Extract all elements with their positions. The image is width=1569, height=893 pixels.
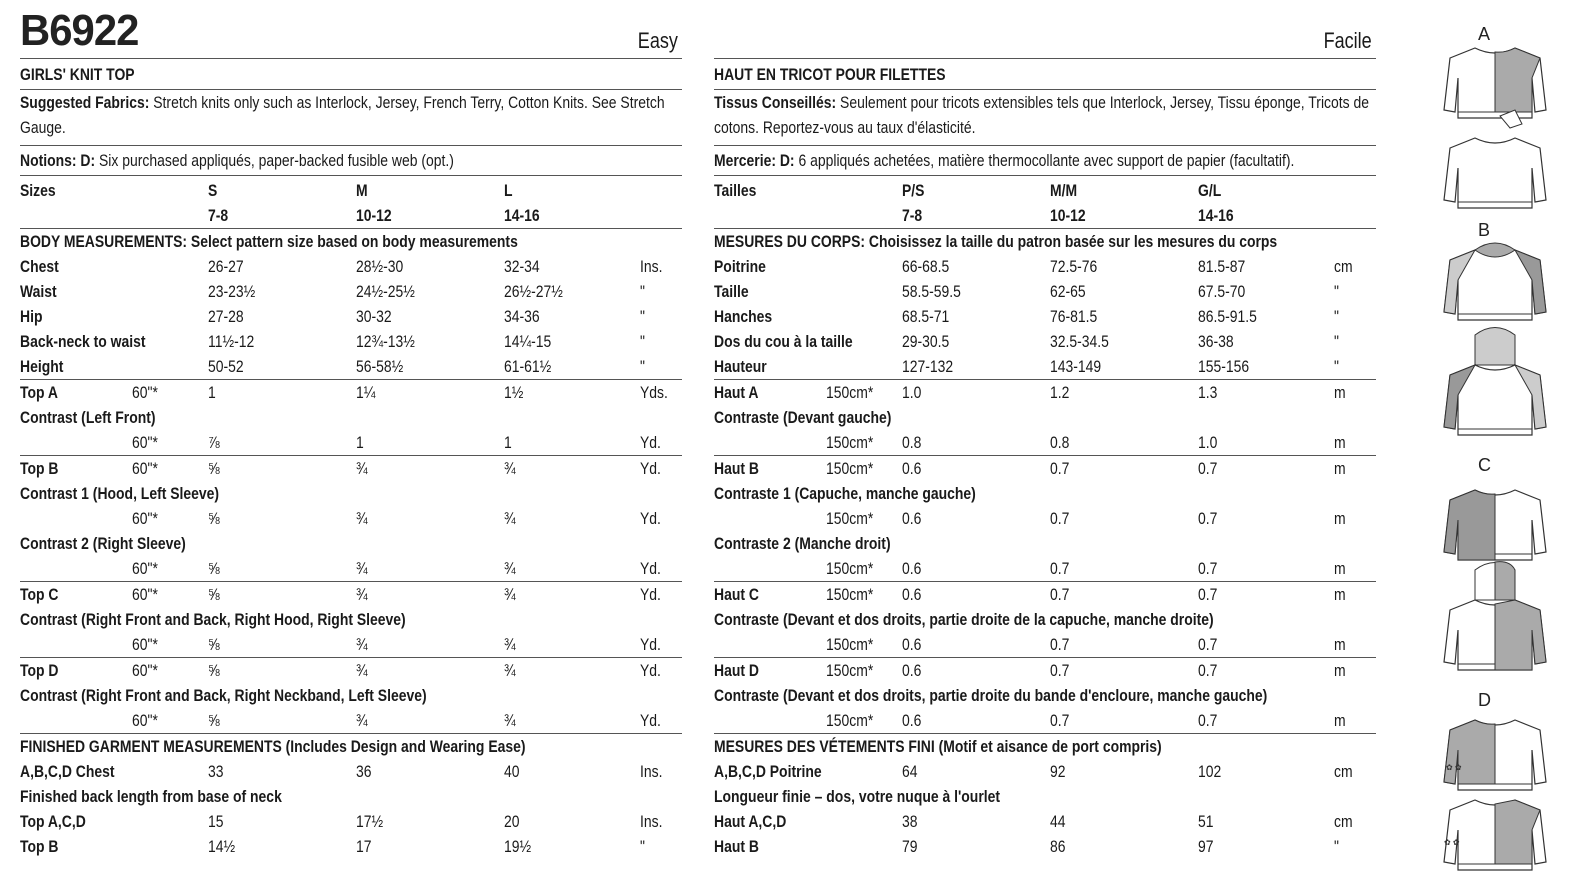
- table-row: A,B,C,D Poitrine 64 92 102 cm: [714, 762, 1353, 781]
- cell-unit: Ins.: [640, 812, 663, 831]
- table-row: [20, 405, 682, 430]
- cell-value: 27-28: [208, 307, 244, 326]
- notions-en: Notions: D: Six purchased appliqués, paper-backed fusible web (opt.): [20, 146, 682, 176]
- fabric-width: 150cm*: [826, 383, 874, 402]
- cell-value: 19½: [504, 837, 532, 856]
- row-label: Poitrine: [714, 257, 766, 276]
- cell-value: ¾: [356, 509, 368, 528]
- table-row: [714, 456, 1376, 481]
- cell-value: ⅝: [208, 559, 220, 578]
- finished-heading-en: FINISHED GARMENT MEASUREMENTS (Includes Design and Wearing Ease): [20, 737, 526, 756]
- contrast-label: Contraste 1 (Capuche, manche gauche): [714, 484, 976, 503]
- table-row: [714, 632, 1376, 658]
- cell-unit: ": [1334, 307, 1339, 326]
- contrast-label: Contraste 2 (Manche droit): [714, 534, 891, 553]
- cell-value: 29-30.5: [902, 332, 950, 351]
- fabrics-fr: Tissus Conseillés: Seulement pour tricots extensibles tels que Interlock, Jersey, Tissu éponge, Tricots de cotons. Reportez-vous au taux d'élasticité.: [714, 90, 1376, 146]
- cell-value: 0.7: [1198, 711, 1218, 730]
- title-fr: HAUT EN TRICOT POUR FILETTES: [714, 59, 1376, 90]
- cell-value: 0.7: [1050, 509, 1070, 528]
- table-row: [714, 834, 1376, 859]
- table-row: [20, 708, 682, 734]
- table-row: [20, 683, 682, 708]
- cell-value: 67.5-70: [1198, 282, 1246, 301]
- view-sketches: [1440, 0, 1550, 893]
- table-row: [20, 531, 682, 556]
- back-length-label-en: Finished back length from base of neck: [20, 787, 282, 806]
- cell-value: 28½-30: [356, 257, 404, 276]
- finished-heading-fr: MESURES DES VÉTEMENTS FINI (Motif et aisance de port compris): [714, 737, 1162, 756]
- contrast-label: Contraste (Devant et dos droits, partie droite du bande d'encloure, manche gauche): [714, 686, 1268, 705]
- cell-unit: Yd.: [640, 559, 661, 578]
- cell-value: ¾: [504, 585, 516, 604]
- table-row: [714, 506, 1376, 531]
- row-label: Haut B: [714, 459, 759, 478]
- cell-value: ¾: [356, 585, 368, 604]
- cell-value: 76-81.5: [1050, 307, 1098, 326]
- table-row: [714, 304, 1376, 329]
- cell-value: 0.6: [902, 585, 922, 604]
- cell-unit: ": [1334, 282, 1339, 301]
- cell-value: ¾: [504, 635, 516, 654]
- cell-value: 1¼: [356, 383, 376, 402]
- table-row: [714, 809, 1376, 834]
- fabrics-en: Suggested Fabrics: Stretch knits only such as Interlock, Jersey, French Terry, Cotton Knits. See Stretch Gauge.: [20, 90, 682, 146]
- cell-value: 66-68.5: [902, 257, 950, 276]
- cell-value: 143-149: [1050, 357, 1102, 376]
- fabric-width: 60"*: [132, 559, 158, 578]
- row-label: Top D: [20, 661, 59, 680]
- view-b-sketches: [1444, 243, 1546, 435]
- cell-value: 127-132: [902, 357, 954, 376]
- cell-unit: Yd.: [640, 433, 661, 452]
- table-row: [714, 658, 1376, 683]
- cell-value: 0.7: [1198, 459, 1218, 478]
- cell-value: 0.7: [1050, 559, 1070, 578]
- difficulty-fr: Facile: [1323, 28, 1372, 53]
- cell-value: 79: [902, 837, 918, 856]
- cell-value: ¾: [504, 661, 516, 680]
- table-row: [714, 683, 1376, 708]
- cell-unit: m: [1334, 711, 1346, 730]
- cell-value: 0.6: [902, 509, 922, 528]
- cell-value: 1.0: [902, 383, 922, 402]
- table-row: [20, 632, 682, 658]
- cell-unit: Yd.: [640, 711, 661, 730]
- table-row: [714, 582, 1376, 607]
- cell-value: 11½-12: [208, 332, 255, 351]
- row-label: Height: [20, 357, 64, 376]
- cell-unit: Yds.: [640, 383, 668, 402]
- french-panel: [714, 0, 1376, 859]
- cell-value: 26½-27½: [504, 282, 563, 301]
- cell-value: ⅝: [208, 635, 220, 654]
- cell-unit: Ins.: [640, 257, 663, 276]
- cell-value: ¾: [504, 559, 516, 578]
- sizes-row-en: Sizes S M L: [20, 181, 513, 200]
- view-label-d: D: [1478, 690, 1491, 710]
- cell-value: 56-58½: [356, 357, 404, 376]
- table-row: [20, 380, 682, 405]
- cell-unit: ": [640, 307, 645, 326]
- contrast-label: Contrast (Left Front): [20, 408, 156, 427]
- cell-unit: m: [1334, 559, 1346, 578]
- body-table-en: [20, 254, 682, 380]
- fabric-width: 60"*: [132, 383, 158, 402]
- cell-value: 0.6: [902, 459, 922, 478]
- contrast-label: Contraste (Devant gauche): [714, 408, 892, 427]
- difficulty-en: Easy: [637, 28, 678, 53]
- row-label: Top B: [20, 459, 59, 478]
- table-row: [20, 506, 682, 531]
- cell-value: 36-38: [1198, 332, 1234, 351]
- contrast-label: Contrast (Right Front and Back, Right Hood, Right Sleeve): [20, 610, 406, 629]
- fabric-width: 150cm*: [826, 459, 874, 478]
- cell-value: 20: [504, 812, 520, 831]
- cell-unit: ": [640, 837, 645, 856]
- view-label-b: B: [1478, 220, 1491, 240]
- back-length-label-fr: Longueur finie – dos, votre nuque à l'ourlet: [714, 787, 1001, 806]
- row-label: Haut A: [714, 383, 759, 402]
- cell-value: ⅝: [208, 459, 220, 478]
- cell-unit: m: [1334, 661, 1346, 680]
- cell-value: 24½-25½: [356, 282, 415, 301]
- view-c-sketches: [1444, 490, 1546, 670]
- cell-value: 0.7: [1198, 635, 1218, 654]
- fabric-width: 150cm*: [826, 661, 874, 680]
- table-row: [714, 279, 1376, 304]
- cell-value: ⅝: [208, 509, 220, 528]
- cell-value: 0.7: [1050, 661, 1070, 680]
- cell-value: 17: [356, 837, 372, 856]
- cell-unit: m: [1334, 509, 1346, 528]
- header-fr: [714, 0, 1376, 59]
- cell-unit: Yd.: [640, 509, 661, 528]
- english-panel: [20, 0, 682, 859]
- cell-value: 72.5-76: [1050, 257, 1098, 276]
- table-row: [714, 405, 1376, 430]
- cell-value: 17½: [356, 812, 384, 831]
- body-heading-fr: MESURES DU CORPS: Choisissez la taille du patron basée sur les mesures du corps: [714, 232, 1278, 251]
- cell-value: 0.7: [1050, 711, 1070, 730]
- cell-unit: ": [640, 282, 645, 301]
- cell-unit: m: [1334, 635, 1346, 654]
- cell-value: ⅝: [208, 585, 220, 604]
- size-ranges-row-fr: 7-8 10-12 14-16: [714, 203, 1376, 229]
- cell-value: 32.5-34.5: [1050, 332, 1109, 351]
- cell-value: 81.5-87: [1198, 257, 1246, 276]
- view-label-c: C: [1478, 455, 1491, 475]
- fabric-width: 150cm*: [826, 559, 874, 578]
- fabric-width: 60"*: [132, 711, 158, 730]
- table-row: [714, 708, 1376, 734]
- cell-value: 0.6: [902, 711, 922, 730]
- table-row: [20, 607, 682, 632]
- cell-value: 0.8: [1050, 433, 1070, 452]
- contrast-label: Contraste (Devant et dos droits, partie droite de la capuche, manche droite): [714, 610, 1214, 629]
- table-row: [714, 354, 1376, 380]
- row-label: Back-neck to waist: [20, 332, 146, 351]
- cell-value: 1.0: [1198, 433, 1218, 452]
- fabric-width: 150cm*: [826, 433, 874, 452]
- table-row: [20, 556, 682, 582]
- contrast-label: Contrast (Right Front and Back, Right Neckband, Left Sleeve): [20, 686, 427, 705]
- cell-value: 51: [1198, 812, 1214, 831]
- table-row: [20, 430, 682, 456]
- cell-unit: m: [1334, 459, 1346, 478]
- cell-value: 1: [504, 433, 512, 452]
- table-row: [714, 607, 1376, 632]
- cell-value: 15: [208, 812, 224, 831]
- row-label: Hip: [20, 307, 43, 326]
- fabric-width: 60"*: [132, 585, 158, 604]
- cell-value: 14¼-15: [504, 332, 552, 351]
- cell-value: 58.5-59.5: [902, 282, 961, 301]
- cell-value: 32-34: [504, 257, 540, 276]
- cell-unit: Yd.: [640, 635, 661, 654]
- back-length-table-en: [20, 809, 682, 859]
- cell-value: 0.6: [902, 559, 922, 578]
- table-row: A,B,C,D Chest 33 36 40 Ins.: [20, 762, 663, 781]
- table-row: [20, 304, 682, 329]
- table-row: [20, 456, 682, 481]
- cell-value: 0.7: [1050, 585, 1070, 604]
- cell-value: ⅝: [208, 661, 220, 680]
- table-row: [20, 658, 682, 683]
- body-heading-en: BODY MEASUREMENTS: Select pattern size based on body measurements: [20, 232, 518, 251]
- cell-value: 30-32: [356, 307, 392, 326]
- row-label: Dos du cou à la taille: [714, 332, 853, 351]
- cell-value: 0.7: [1050, 459, 1070, 478]
- table-row: [714, 430, 1376, 456]
- cell-value: 14½: [208, 837, 236, 856]
- contrast-label: Contrast 1 (Hood, Left Sleeve): [20, 484, 220, 503]
- cell-value: 86: [1050, 837, 1066, 856]
- table-row: [20, 254, 682, 279]
- cell-value: 1½: [504, 383, 524, 402]
- row-label: Top A,C,D: [20, 812, 86, 831]
- cell-unit: Yd.: [640, 585, 661, 604]
- yardage-table-fr: [714, 380, 1376, 734]
- cell-value: 0.7: [1198, 559, 1218, 578]
- cell-unit: Yd.: [640, 459, 661, 478]
- cell-value: ¾: [356, 661, 368, 680]
- pattern-code: B6922: [20, 6, 139, 55]
- fabric-width: 150cm*: [826, 509, 874, 528]
- view-label-a: A: [1478, 24, 1491, 44]
- cell-value: ¾: [356, 559, 368, 578]
- table-row: [20, 834, 682, 859]
- fabric-width: 60"*: [132, 635, 158, 654]
- table-row: [714, 380, 1376, 405]
- cell-unit: Yd.: [640, 661, 661, 680]
- table-row: [20, 354, 682, 380]
- view-a-sketches: [1444, 48, 1546, 208]
- table-row: [714, 531, 1376, 556]
- svg-text:✿ ✿: ✿ ✿: [1446, 763, 1462, 772]
- yardage-table-en: [20, 380, 682, 734]
- cell-value: ¾: [356, 711, 368, 730]
- fabric-width: 150cm*: [826, 635, 874, 654]
- cell-value: 0.7: [1198, 661, 1218, 680]
- cell-value: 1: [208, 383, 216, 402]
- table-row: [714, 481, 1376, 506]
- table-row: [20, 279, 682, 304]
- contrast-label: Contrast 2 (Right Sleeve): [20, 534, 186, 553]
- row-label: Haut D: [714, 661, 759, 680]
- cell-value: 23-23½: [208, 282, 256, 301]
- cell-unit: m: [1334, 433, 1346, 452]
- cell-value: 44: [1050, 812, 1066, 831]
- fabric-width: 60"*: [132, 509, 158, 528]
- cell-unit: cm: [1334, 812, 1353, 831]
- cell-value: 0.7: [1198, 509, 1218, 528]
- fabric-width: 60"*: [132, 459, 158, 478]
- cell-value: 0.6: [902, 661, 922, 680]
- row-label: Hanches: [714, 307, 773, 326]
- cell-value: ⅝: [208, 711, 220, 730]
- table-row: [20, 329, 682, 354]
- cell-unit: cm: [1334, 257, 1353, 276]
- title-en: GIRLS' KNIT TOP: [20, 59, 682, 90]
- header-en: [20, 0, 682, 59]
- fabric-width: 60"*: [132, 433, 158, 452]
- cell-value: 1.2: [1050, 383, 1070, 402]
- table-row: [714, 254, 1376, 279]
- table-row: [20, 481, 682, 506]
- cell-value: ¾: [504, 711, 516, 730]
- size-ranges-row-en: 7-8 10-12 14-16: [20, 203, 682, 229]
- cell-value: 0.8: [902, 433, 922, 452]
- row-label: Haut B: [714, 837, 759, 856]
- view-d-sketches: [1444, 720, 1546, 870]
- cell-value: 86.5-91.5: [1198, 307, 1257, 326]
- table-row: [714, 329, 1376, 354]
- cell-value: 0.6: [902, 635, 922, 654]
- cell-unit: ": [640, 332, 645, 351]
- row-label: Top C: [20, 585, 59, 604]
- row-label: Chest: [20, 257, 59, 276]
- row-label: Top B: [20, 837, 59, 856]
- svg-text:✿ ✿: ✿ ✿: [1444, 838, 1460, 847]
- cell-value: 0.7: [1198, 585, 1218, 604]
- cell-unit: ": [1334, 357, 1339, 376]
- cell-value: ⅞: [208, 433, 220, 452]
- row-label: Taille: [714, 282, 749, 301]
- row-label: Haut A,C,D: [714, 812, 787, 831]
- cell-value: 61-61½: [504, 357, 552, 376]
- cell-unit: m: [1334, 383, 1346, 402]
- cell-value: 1: [356, 433, 364, 452]
- cell-value: 12¾-13½: [356, 332, 415, 351]
- cell-value: 155-156: [1198, 357, 1250, 376]
- cell-unit: m: [1334, 585, 1346, 604]
- cell-value: ¾: [356, 635, 368, 654]
- cell-value: 68.5-71: [902, 307, 950, 326]
- sizes-row-fr: Tailles P/S M/M G/L: [714, 181, 1222, 200]
- notions-fr: Mercerie: D: 6 appliqués achetées, matière thermocollante avec support de papier (facultatif).: [714, 146, 1376, 176]
- fabric-width: 150cm*: [826, 711, 874, 730]
- cell-value: 62-65: [1050, 282, 1086, 301]
- cell-value: 38: [902, 812, 918, 831]
- row-label: Haut C: [714, 585, 759, 604]
- cell-value: ¾: [504, 459, 516, 478]
- fabric-width: 60"*: [132, 661, 158, 680]
- cell-value: ¾: [356, 459, 368, 478]
- table-row: [20, 582, 682, 607]
- cell-unit: ": [640, 357, 645, 376]
- cell-value: 26-27: [208, 257, 244, 276]
- cell-value: ¾: [504, 509, 516, 528]
- cell-value: 0.7: [1050, 635, 1070, 654]
- row-label: Hauteur: [714, 357, 767, 376]
- back-length-table-fr: [714, 809, 1376, 859]
- body-table-fr: [714, 254, 1376, 380]
- cell-unit: ": [1334, 837, 1339, 856]
- fabric-width: 150cm*: [826, 585, 874, 604]
- table-row: [20, 809, 682, 834]
- row-label: Waist: [20, 282, 57, 301]
- cell-value: 50-52: [208, 357, 244, 376]
- table-row: [714, 556, 1376, 582]
- cell-value: 97: [1198, 837, 1214, 856]
- row-label: Top A: [20, 383, 58, 402]
- cell-unit: ": [1334, 332, 1339, 351]
- cell-value: 1.3: [1198, 383, 1218, 402]
- cell-value: 34-36: [504, 307, 540, 326]
